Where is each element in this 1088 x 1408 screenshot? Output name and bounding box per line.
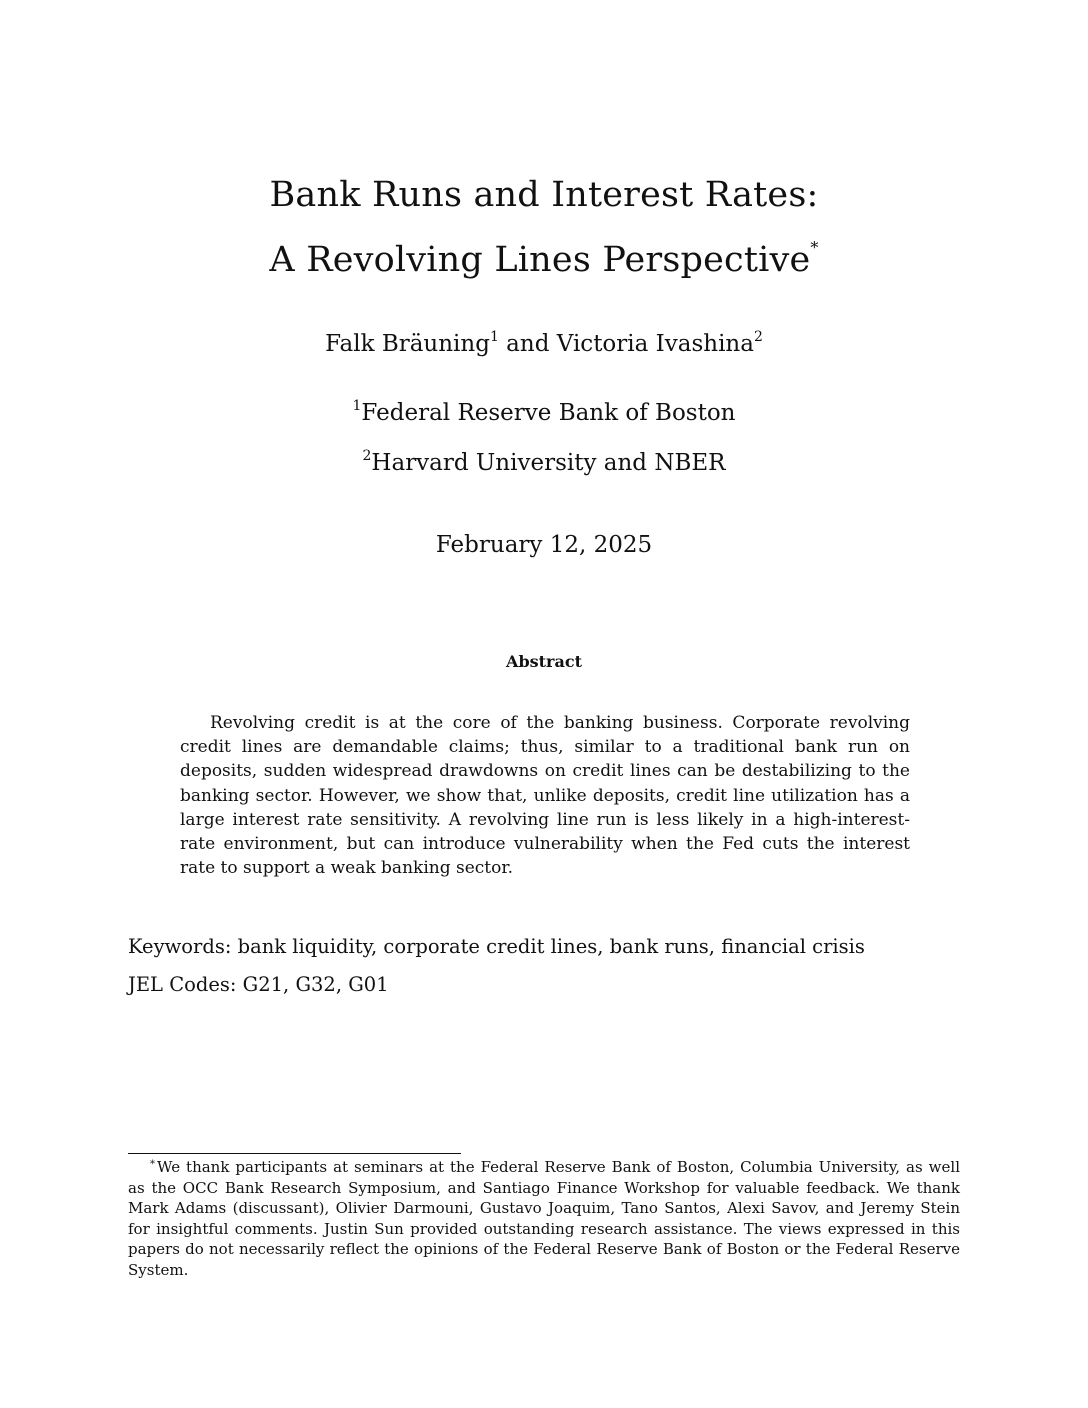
affiliation-1-mark: 1 (352, 398, 362, 414)
footnote-text: We thank participants at seminars at the Federal Reserve Bank of Boston, Columbia University, as well as the OCC Bank Research Symposium, and Santiago Finance Workshop for valuable feedback. We thank Mark Adams (discussant), Olivier Darmouni, Gustavo Joaquim, Tano Santos, Alexi Savov, and Jeremy Stein for insightful comments. Justin Sun provided outstanding research assistance. The views expressed in this papers do not necessarily reflect the opinions of the Federal Reserve Bank of Boston or the Federal Reserve System. (128, 1158, 960, 1279)
footnote-mark: * (150, 1159, 155, 1170)
affiliation-1 (0, 400, 1088, 426)
author-2-name: Victoria Ivashina (556, 331, 754, 357)
author-conjunction: and (498, 331, 557, 357)
paper-title-line-2 (0, 240, 1088, 280)
author-list (0, 331, 1088, 357)
affiliation-2 (0, 450, 1088, 476)
abstract-heading: Abstract (506, 652, 582, 671)
author-1-name: Falk Bräuning (325, 331, 490, 357)
title-line-2-text: A Revolving Lines Perspective (269, 240, 811, 280)
title-line-1-text: Bank Runs and Interest Rates: (269, 175, 819, 215)
paper-date: February 12, 2025 (435, 532, 653, 558)
title-footnote (128, 1157, 960, 1281)
paper-title-line-1 (0, 175, 1088, 215)
affiliation-2-mark: 2 (362, 448, 372, 464)
title-footnote-mark: * (810, 238, 819, 257)
affiliation-1-name: Federal Reserve Bank of Boston (361, 400, 736, 426)
affiliation-2-name: Harvard University and NBER (371, 450, 726, 476)
abstract-body: Revolving credit is at the core of the banking business. Corporate revolving credit lines are demandable claims; thus, similar to a traditional bank run on deposits, sudden widespread drawdowns on credit lines can be destabilizing to the banking sector. However, we show that, unlike deposits, credit line utilization has a large interest rate sensitivity. A revolving line run is less likely in a high-interest-rate environment, but can introduce vulnerability when the Fed cuts the interest rate to support a weak banking sector. (180, 713, 910, 879)
jel-codes-line: JEL Codes: G21, G32, G01 (128, 973, 389, 996)
keywords-line: Keywords: bank liquidity, corporate credit lines, bank runs, financial crisis (128, 935, 865, 958)
author-2-mark: 2 (753, 329, 763, 345)
author-1-mark: 1 (489, 329, 499, 345)
footnote-separator (128, 1153, 461, 1154)
